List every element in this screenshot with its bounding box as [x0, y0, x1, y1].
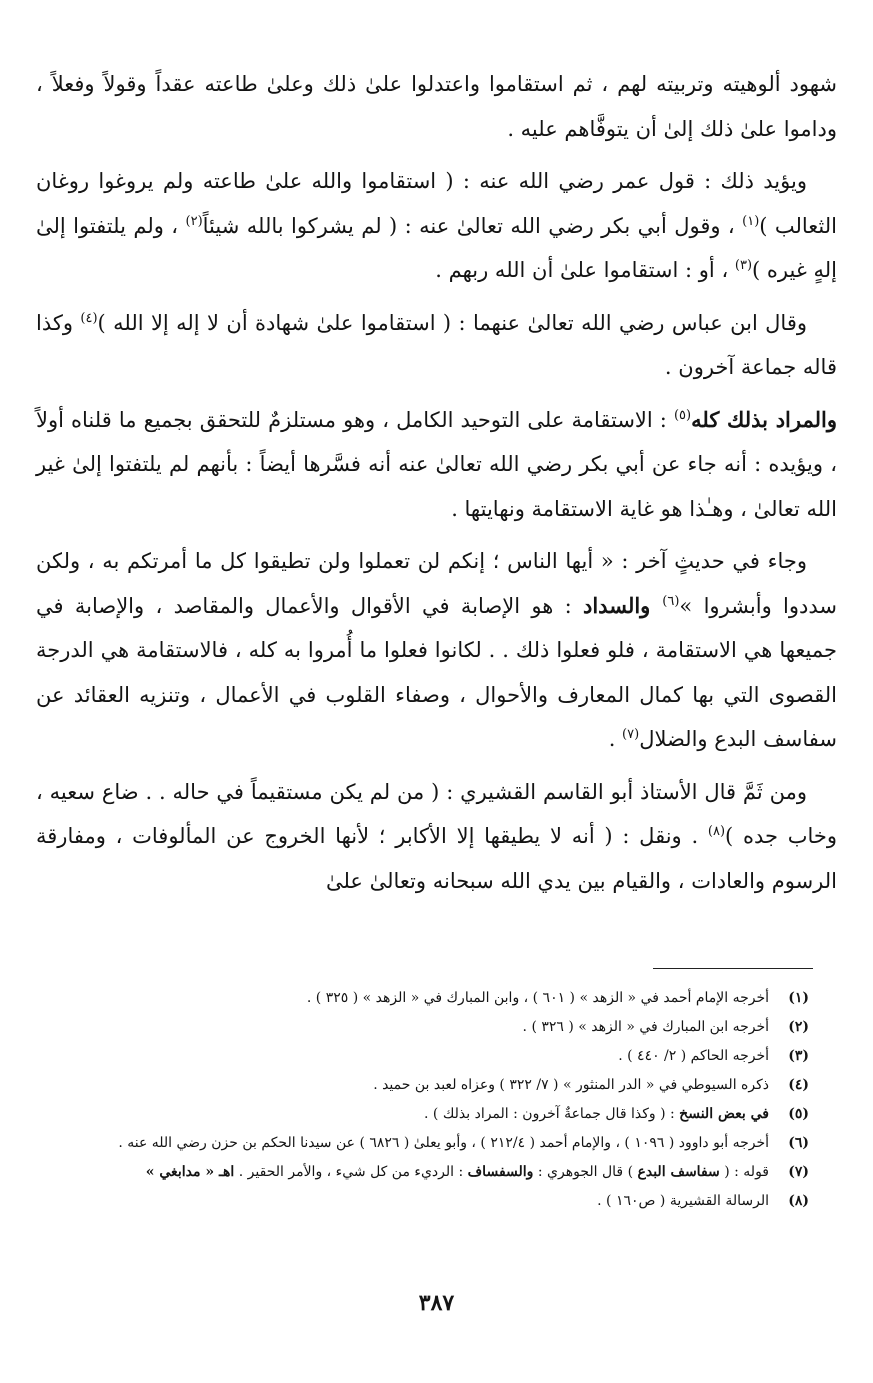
- footnote-text: [60, 1100, 769, 1129]
- footnote-text: أخرجه أبو داوود ( ١٠٩٦ ) ، والإمام أحمد ( ٢١٢/٤ ) ، وأبو يعلىٰ ( ٦٨٢٦ ) عن سيدنا الحكم بن حزن رضي الله عنه .: [118, 1135, 769, 1151]
- paragraph-text: شهود ألوهيته وتربيته لهم ، ثم استقاموا واعتدلوا علىٰ ذلك وعلىٰ طاعته عقداً وقولاً وفعلاً ، وداموا علىٰ ذلك إلىٰ أن يتوفَّاهم عليه .: [36, 72, 837, 141]
- paragraph-text: ويؤيد ذلك : قول عمر رضي الله عنه : ( استقاموا والله علىٰ طاعته ولم يروغوا روغان الثعالب ): [36, 169, 837, 238]
- footnote-ref[interactable]: (٨): [707, 824, 726, 839]
- paragraph-text: ، ولم يلتفتوا إلىٰ إلهٍ غيره ): [36, 213, 837, 282]
- main-text: [36, 62, 837, 911]
- footnote-text-part: : ( وكذا قال جماعةٌ آخرون : المراد بذلك ) .: [424, 1106, 680, 1122]
- paragraph-text: .: [608, 727, 623, 751]
- paragraph-text: . ونقل : ( أنه لا يطيقها إلا الأكابر ؛ لأنها الخروج عن المألوفات ، ومفارقة الرسوم والعادات ، والقيام بين يدي الله سبحانه وتعالىٰ علىٰ: [36, 824, 837, 893]
- footnote-bold: اهـ « مدابغي »: [145, 1164, 235, 1180]
- footnote-2: [60, 1013, 809, 1042]
- paragraph-text: وكذا قاله جماعة آخرون .: [36, 310, 837, 379]
- footnote-7: [60, 1158, 809, 1187]
- paragraph-3: [36, 301, 837, 390]
- footnote-3: [60, 1042, 809, 1071]
- paragraph-text: : الاستقامة على التوحيد الكامل ، وهو مستلزمٌ للتحقق بجميع ما قلناه أولاً ، ويؤيده : أنه جاء عن أبي بكر رضي الله تعالىٰ عنه أنه فسَّرها أيضاً : بأنهم لم يلتفتوا إلىٰ غير الله تعالىٰ ، وهـٰذا هو غاية الاستقامة ونهايتها .: [36, 407, 837, 521]
- footnote-number: (٥): [788, 1106, 809, 1122]
- paragraph-4: [36, 398, 837, 532]
- paragraph-1: [36, 62, 837, 151]
- page-number: ٣٨٧: [418, 1290, 455, 1316]
- footnote-ref[interactable]: (٤): [80, 310, 98, 326]
- footnote-5: [60, 1100, 809, 1129]
- footnote-bold: سفاسف البدع: [637, 1164, 720, 1180]
- paragraph-2: [36, 159, 837, 293]
- footnote-text-part: : الرديء من كل شيء ، والأمر الحقير .: [234, 1164, 468, 1180]
- footnote-ref[interactable]: (٦): [662, 593, 680, 609]
- paragraph-text: : هو الإصابة في الأقوال والأعمال والمقاصد ، والإصابة في جميعها هي الاستقامة ، فلو فعلوا ذلك . . لكانوا فعلوا ما أُمروا به كله ، فالاستقامة هي الدرجة القصوى التي بها كمال المعارف والأحوال ، وصفاء القلوب في الأعمال ، وتنزيه العقائد عن سفاسف البدع والضلال: [36, 593, 837, 751]
- footnote-bold: والسفساف: [467, 1164, 534, 1180]
- footnote-text: أخرجه الإمام أحمد في « الزهد » ( ٦٠١ ) ، وابن المبارك في « الزهد » ( ٣٢٥ ) .: [306, 990, 769, 1006]
- footnote-text: أخرجه ابن المبارك في « الزهد » ( ٣٢٦ ) .: [522, 1019, 769, 1035]
- paragraph-5: [36, 539, 837, 762]
- footnote-text: [60, 1158, 769, 1187]
- footnote-number: (٦): [788, 1135, 809, 1151]
- footnotes: [60, 984, 809, 1216]
- footnote-number: (٤): [788, 1077, 809, 1093]
- paragraph-text: وقال ابن عباس رضي الله تعالىٰ عنهما : ( استقاموا علىٰ شهادة أن لا إله إلا الله ): [97, 310, 807, 335]
- footnote-text-part: قوله : (: [719, 1164, 769, 1180]
- footnote-1: [60, 984, 809, 1013]
- footnote-6: [60, 1129, 809, 1158]
- footnote-text: الرسالة القشيرية ( ص١٦٠ ) .: [597, 1193, 769, 1209]
- footnote-8: [60, 1187, 809, 1216]
- paragraph-text: وجاء في حديثٍ آخر : « أيها الناس ؛ إنكم لن تعملوا ولن تطيقوا كل ما أمرتكم به ، ولكن سددوا وأبشروا »: [36, 549, 837, 618]
- footnote-text: ذكره السيوطي في « الدر المنثور » ( ٧/ ٣٢٢ ) وعزاه لعبد بن حميد .: [373, 1077, 769, 1093]
- footnote-number: (١): [788, 990, 809, 1006]
- footnote-number: (٢): [788, 1019, 809, 1035]
- footnote-text-part: ) قال الجوهري :: [533, 1164, 638, 1180]
- footnote-bold: في بعض النسخ: [679, 1106, 769, 1122]
- paragraph-text: ومن ثَمَّ قال الأستاذ أبو القاسم القشيري : ( من لم يكن مستقيماً في حاله . . ضاع سعيه ، وخاب جده ): [36, 779, 837, 848]
- footnote-ref[interactable]: (٢): [185, 213, 203, 229]
- footnote-text: أخرجه الحاكم ( ٢/ ٤٤٠ ) .: [618, 1048, 769, 1064]
- footnote-ref[interactable]: (١): [742, 213, 760, 229]
- footnote-ref[interactable]: (٥): [673, 407, 692, 423]
- footnote-number: (٧): [788, 1164, 809, 1180]
- paragraph-6: [36, 770, 837, 904]
- footnote-number: (٣): [788, 1048, 809, 1064]
- paragraph-text: ، وقول أبي بكر رضي الله تعالىٰ عنه : ( لم يشركوا بالله شيئاً: [202, 213, 743, 238]
- footnote-4: [60, 1071, 809, 1100]
- bold-heading-text: والمراد بذلك كله: [691, 406, 837, 432]
- footnote-ref[interactable]: (٧): [622, 727, 640, 742]
- paragraph-text: ، أو : استقاموا علىٰ أن الله ربهم .: [435, 258, 735, 282]
- footnote-separator: [653, 968, 813, 969]
- footnote-number: (٨): [788, 1193, 809, 1209]
- footnote-ref[interactable]: (٣): [734, 258, 753, 273]
- bold-term-text: والسداد: [583, 592, 663, 618]
